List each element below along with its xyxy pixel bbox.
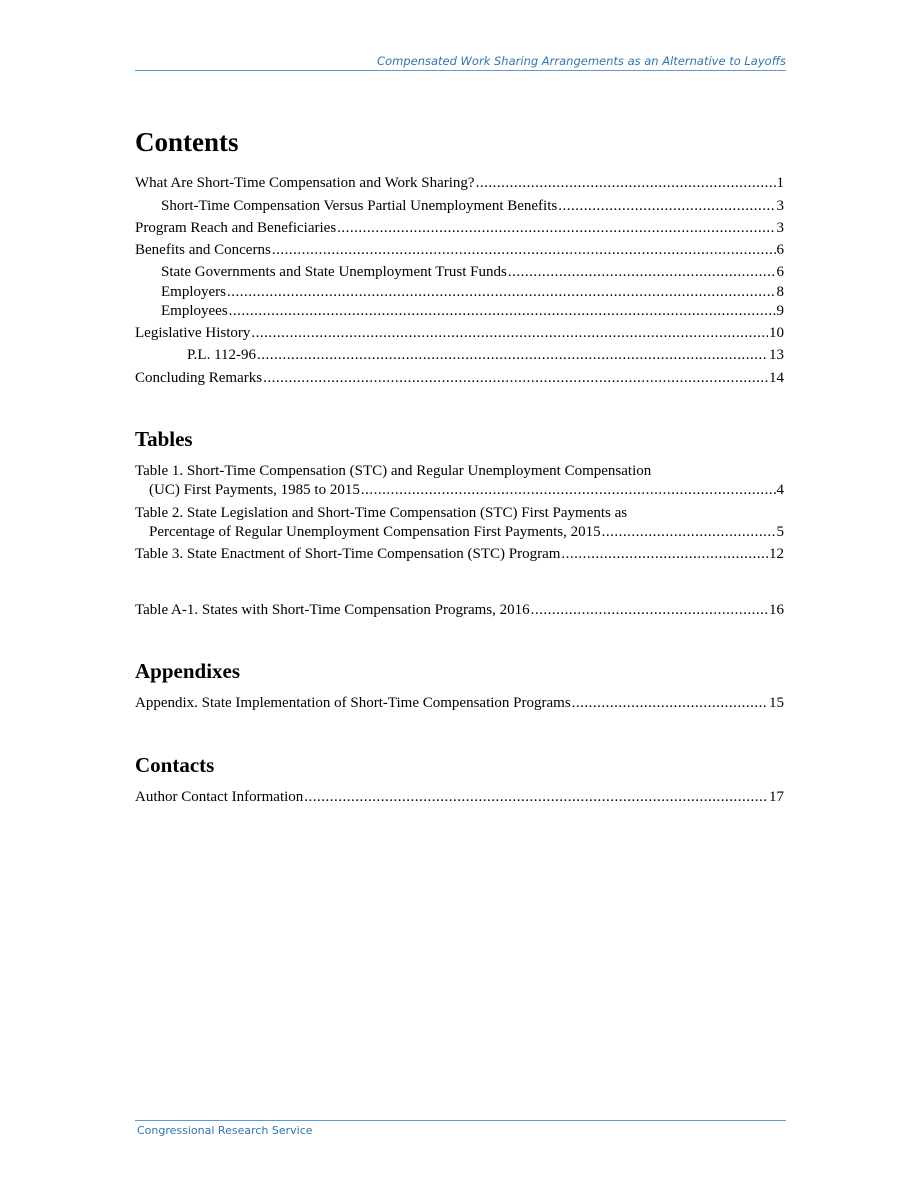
toc-entry-page: 3 [776,220,784,236]
contacts-heading: Contacts [135,753,215,777]
toc-entry[interactable] [135,694,784,713]
toc-entry-page: 15 [769,695,784,711]
dot-leader [257,346,768,365]
toc-entry-title: What Are Short-Time Compensation and Work Sharing? [135,175,475,191]
dot-leader [476,174,776,193]
dot-leader [361,481,776,500]
toc-entry-title: P.L. 112-96 [187,347,257,363]
toc-entry-page: 16 [769,602,784,618]
toc-entry-title: Short-Time Compensation Versus Partial Unemployment Benefits [161,198,558,214]
toc-entry[interactable] [135,219,784,238]
dot-leader [229,302,776,321]
toc-entry[interactable] [135,788,784,807]
toc-entry-page: 8 [776,284,784,300]
toc-entry-title: Legislative History [135,325,251,341]
toc-entry-page: 6 [776,242,784,258]
dot-leader [531,601,768,620]
toc-entry[interactable] [135,545,784,564]
running-header: Compensated Work Sharing Arrangements as an Alternative to Layoffs [135,54,786,71]
dot-leader [304,788,768,807]
dot-leader [337,219,775,238]
toc-entry-page: 10 [769,325,784,341]
dot-leader [572,694,768,713]
toc-entry-page: 14 [769,370,784,386]
toc-entry-title: Benefits and Concerns [135,242,271,258]
dot-leader [251,324,768,343]
toc-entry-page: 17 [769,789,784,805]
tables-heading: Tables [135,427,193,451]
toc-entry-title: Table 2. State Legislation and Short-Time Compensation (STC) First Payments as [135,505,628,521]
toc-entry-page: 1 [776,175,784,191]
toc-entry-page: 4 [776,482,784,498]
toc-entry[interactable] [161,283,784,302]
toc-entry-page: 6 [776,264,784,280]
toc-entry[interactable] [187,346,784,365]
dot-leader [227,283,776,302]
toc-entry-title: State Governments and State Unemployment Trust Funds [161,264,507,280]
toc-entry-page: 13 [769,347,784,363]
toc-entry-page: 12 [769,546,784,562]
dot-leader [263,369,768,388]
toc-entry-page: 9 [776,303,784,319]
toc-entry-title-cont: Percentage of Regular Unemployment Compensation First Payments, 2015 [149,524,601,540]
toc-entry[interactable] [161,302,784,321]
toc-entry[interactable] [135,369,784,388]
toc-entry-page: 5 [776,524,784,540]
toc-entry-page: 3 [776,198,784,214]
toc-entry-title: Employers [161,284,226,300]
contents-heading: Contents [135,127,239,157]
dot-leader [508,263,776,282]
toc-entry-title: Table 3. State Enactment of Short-Time Compensation (STC) Program [135,546,561,562]
toc-entry-title: Table 1. Short-Time Compensation (STC) and Regular Unemployment Compensation [135,463,652,479]
toc-entry-title-cont: (UC) First Payments, 1985 to 2015 [149,482,360,498]
toc-entry-title: Concluding Remarks [135,370,263,386]
toc-entry[interactable] [135,462,784,500]
toc-entry[interactable] [135,241,784,260]
toc-entry-title: Appendix. State Implementation of Short-Time Compensation Programs [135,695,571,711]
toc-entry-title: Program Reach and Beneficiaries [135,220,337,236]
appendixes-heading: Appendixes [135,659,241,683]
toc-entry-title: Employees [161,303,228,319]
dot-leader [272,241,776,260]
toc-entry-title: Table A-1. States with Short-Time Compensation Programs, 2016 [135,602,530,618]
footer-org: Congressional Research Service [137,1124,313,1137]
dot-leader [558,197,775,216]
footer-rule [135,1120,786,1121]
toc-entry-title: Author Contact Information [135,789,304,805]
toc-entry[interactable] [135,504,784,542]
toc-entry[interactable] [161,263,784,282]
toc-entry[interactable] [135,174,784,193]
toc-entry[interactable] [135,601,784,620]
toc-entry[interactable] [161,197,784,216]
toc-entry[interactable] [135,324,784,343]
dot-leader [561,545,768,564]
dot-leader [602,523,776,542]
